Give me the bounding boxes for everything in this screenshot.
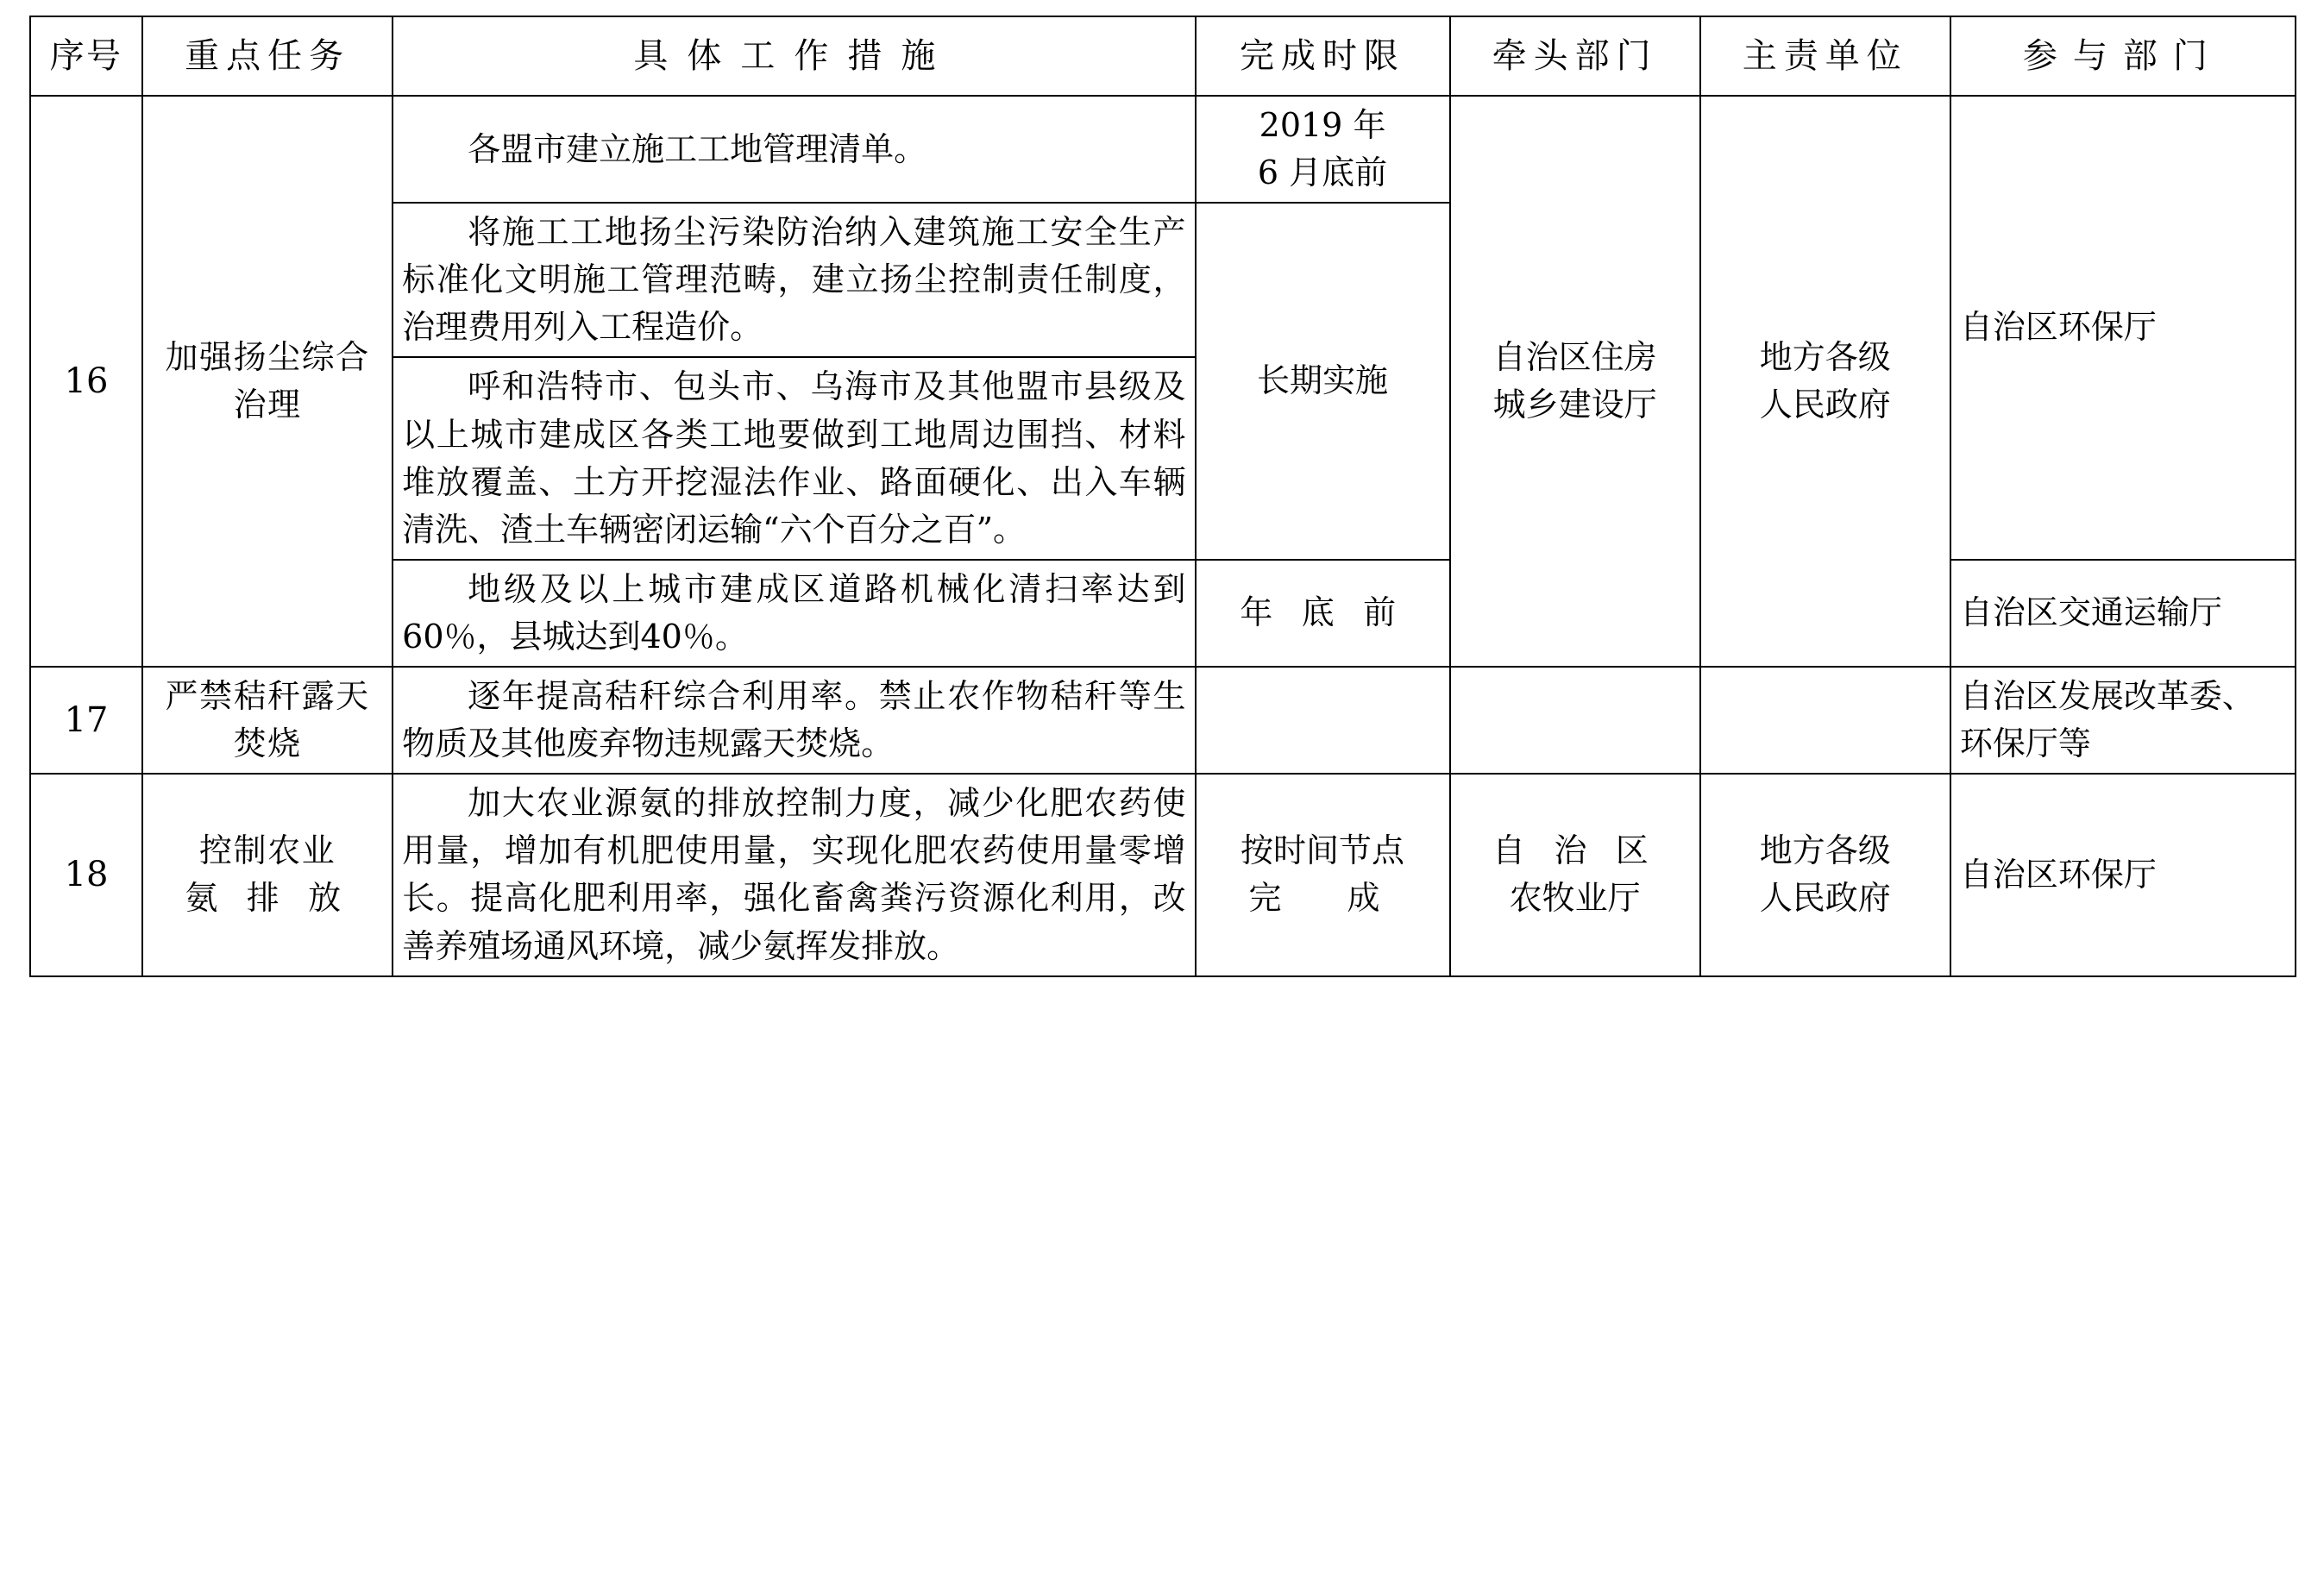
cell-participants-18: [1950, 774, 2296, 975]
header-cell-task: 重点任务: [142, 16, 393, 96]
cell-lead-16: [1450, 96, 1700, 667]
table-row: [30, 96, 2296, 203]
measure-text: 逐年提高秸秆综合利用率。禁止农作物秸秆等生物质及其他废弃物违规露天焚烧。: [402, 677, 1186, 763]
measure-text: 呼和浩特市、包头市、乌海市及其他盟市县级及以上城市建成区各类工地要做到工地周边围挡、材料堆放覆盖、土方开挖湿法作业、路面硬化、出入车辆清洗、渣土车辆密闭运输“六个百分之百”。: [402, 367, 1186, 549]
cell-participants-16-a: [1950, 96, 2296, 560]
task-text-16: 加强扬尘综合治理: [165, 337, 370, 424]
cell-seq-17: 17: [30, 667, 142, 774]
cell-measure-16-3: [393, 357, 1195, 559]
cell-measure-16-1: [393, 96, 1195, 203]
cell-measure-18: [393, 774, 1195, 975]
measure-text: 各盟市建立施工工地管理清单。: [468, 129, 927, 168]
cell-deadline-18: [1196, 774, 1450, 975]
table-row: [30, 667, 2296, 774]
header-cell-deadline: 完成时限: [1196, 16, 1450, 96]
responsible-text: 地方各级 人民政府: [1759, 337, 1891, 424]
responsible-text: 地方各级 人民政府: [1759, 831, 1891, 918]
cell-deadline-17: [1196, 667, 1450, 774]
cell-measure-16-2: [393, 203, 1195, 357]
cell-task-18: [142, 774, 393, 975]
cell-responsible-17: [1700, 667, 1950, 774]
table-header-row: [30, 16, 2296, 96]
cell-responsible-18: [1700, 774, 1950, 975]
cell-task-17: [142, 667, 393, 774]
cell-responsible-16: [1700, 96, 1950, 667]
table-row: [30, 774, 2296, 975]
cell-deadline-16-4: [1196, 560, 1450, 667]
participants-text: 自治区环保厅: [1959, 855, 2157, 894]
cell-deadline-16-1: [1196, 96, 1450, 203]
cell-task-16: [142, 96, 393, 667]
measure-text: 地级及以上城市建成区道路机械化清扫率达到60％，县城达到40％。: [402, 569, 1186, 656]
task-text-17: 严禁秸秆露天焚烧: [165, 677, 370, 763]
task-measures-table: [29, 16, 2296, 977]
header-cell-responsible: 主责单位: [1700, 16, 1950, 96]
cell-lead-18: [1450, 774, 1700, 975]
cell-participants-17: [1950, 667, 2296, 774]
cell-seq-18: 18: [30, 774, 142, 975]
lead-text: 自 治 区 农牧业厅: [1492, 831, 1658, 918]
deadline-text: 年 底 前: [1240, 593, 1405, 632]
cell-lead-17: [1450, 667, 1700, 774]
header-cell-measure: 具体工作措施: [393, 16, 1195, 96]
table-body: [30, 96, 2296, 976]
header-cell-participants: 参与部门: [1950, 16, 2296, 96]
deadline-text: 2019 年 6 月底前: [1257, 106, 1388, 192]
participants-text: 自治区发展改革委、环保厅等: [1959, 677, 2255, 763]
table-header: [30, 16, 2296, 96]
header-cell-lead: 牵头部门: [1450, 16, 1700, 96]
measure-text: 将施工工地扬尘污染防治纳入建筑施工安全生产标准化文明施工管理范畴，建立扬尘控制责任制度，治理费用列入工程造价。: [402, 213, 1186, 347]
participants-text: 自治区环保厅: [1959, 308, 2157, 347]
measure-text: 加大农业源氨的排放控制力度，减少化肥农药使用量，增加有机肥使用量，实现化肥农药使用量零增长。提高化肥利用率，强化畜禽粪污资源化利用，改善养殖场通风环境，减少氨挥发排放。: [402, 784, 1186, 965]
cell-seq-16: 16: [30, 96, 142, 667]
participants-text: 自治区交通运输厅: [1959, 593, 2222, 632]
lead-text: 自治区住房 城乡建设厅: [1492, 337, 1657, 424]
task-text-18: 控制农业 氨 排 放: [185, 831, 350, 918]
header-cell-seq: 序号: [30, 16, 142, 96]
cell-measure-17: [393, 667, 1195, 774]
cell-participants-16-b: [1950, 560, 2296, 667]
cell-deadline-16-2: [1196, 203, 1450, 560]
deadline-text: 按时间节点 完 成: [1241, 831, 1405, 918]
cell-measure-16-4: [393, 560, 1195, 667]
deadline-text: 长期实施: [1257, 361, 1389, 400]
